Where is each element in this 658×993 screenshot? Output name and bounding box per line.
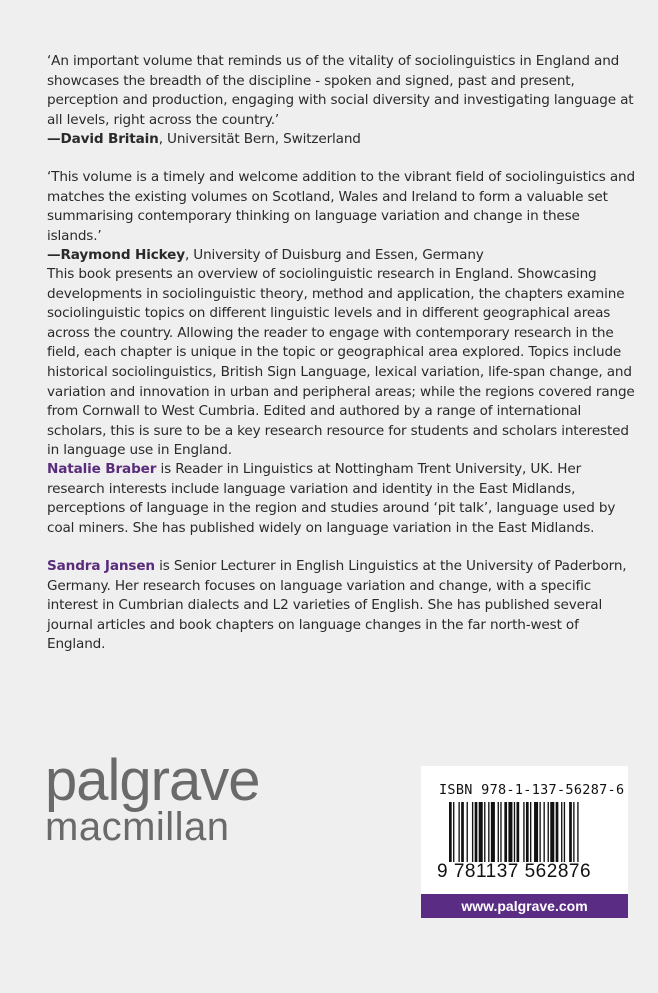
- barcode-bar: [504, 802, 507, 862]
- barcode-bar: [472, 802, 473, 862]
- barcode-digits: 9 781137 562876: [437, 861, 592, 882]
- description-text: This book presents an overview of sociolinguistic research in England. Showcasing developments in sociolinguistic theory, method and application, the chapters examine sociolinguistic topics on different linguistic levels and in different geographical areas across the country. Allowing the reader to engage with contemporary research in the field, each chapter is unique in the topic or geographical area explored. Topics include historical sociolinguistics, British Sign Language, lexical variation, life-span change, and variation and innovation in urban and peripheral areas; while the regions covered range from Cornwall to West Cumbria. Edited and authored by a range of international scholars, this is sure to be a key research resource for students and scholars interested in language use in England.: [47, 266, 635, 459]
- bio-text: is Reader in Linguistics at Nottingham Trent University, UK. Her research interests include language variation and identity in the East Midlands, perceptions of language in the region and studies around ‘pit talk’, language used by coal miners. She has published widely on language variation in the East Midlands.: [47, 461, 616, 536]
- bio-paragraph: [47, 557, 637, 655]
- endorser-affiliation: , Universität Bern, Switzerland: [158, 131, 361, 148]
- endorsement-attribution: [47, 130, 637, 150]
- barcode-bar: [475, 802, 478, 862]
- endorsement-quote: ‘This volume is a timely and welcome addition to the vibrant field of sociolinguistics and matches the existing volumes on Scotland, Wales and Ireland to form a valuable set summarising contemporary thinking on language variation and change in these islands.’: [47, 169, 635, 244]
- author-name: Natalie Braber: [47, 461, 157, 477]
- barcode-bar: [577, 802, 578, 862]
- logo-line-palgrave: palgrave: [45, 748, 260, 813]
- attribution-dash: —: [47, 247, 61, 264]
- barcode-bar: [491, 802, 495, 862]
- endorser-affiliation: , University of Duisburg and Essen, Germany: [184, 247, 484, 264]
- barcode-bar: [561, 802, 562, 862]
- barcode-bar: [569, 802, 572, 862]
- publisher-url: www.palgrave.com: [421, 894, 628, 918]
- barcode-bar: [530, 802, 531, 862]
- barcode-bar: [488, 802, 489, 862]
- barcode-bar: [523, 802, 524, 862]
- barcode-bar: [498, 802, 499, 862]
- barcode-bar: [453, 802, 454, 862]
- author-bio-1: [47, 460, 637, 538]
- barcode-bar: [517, 802, 520, 862]
- author-bio-2: [47, 557, 637, 655]
- bio-text: is Senior Lecturer in English Linguistics at the University of Paderborn, Germany. Her research focuses on language variation and change, with a specific interest in Cumbrian dialects and L2 varieties of English. She has published several journal articles and book chapters on language changes in the far north-west of England.: [47, 558, 627, 653]
- barcode-bars: [449, 802, 619, 862]
- barcode-bar: [544, 802, 545, 862]
- book-description: [47, 265, 637, 461]
- barcode-bar: [534, 802, 538, 862]
- barcode-bar: [548, 802, 549, 862]
- barcode-bar: [550, 802, 554, 862]
- barcode-bar: [564, 802, 565, 862]
- barcode-bar: [526, 802, 529, 862]
- barcode-bar: [573, 802, 574, 862]
- endorsement-quote: ‘An important volume that reminds us of the vitality of sociolinguistics in England and showcases the breadth of the discipline - spoken and signed, past and present, perception and production, engaging with social diversity and investigating language at all levels, right across the country.’: [47, 53, 634, 128]
- barcode-bar: [449, 802, 452, 862]
- isbn-label: ISBN 978-1-137-56287-6: [439, 782, 625, 798]
- publisher-logo: [45, 748, 260, 849]
- endorser-name: David Britain: [60, 131, 159, 148]
- barcode-bar: [508, 802, 512, 862]
- barcode-bar: [500, 802, 501, 862]
- endorser-name: Raymond Hickey: [60, 247, 185, 264]
- barcode-bar: [467, 802, 468, 862]
- attribution-dash: —: [47, 131, 61, 148]
- barcode-bar: [556, 802, 559, 862]
- endorsement-attribution: [47, 246, 637, 266]
- barcode-bar: [461, 802, 464, 862]
- logo-line-macmillan: macmillan: [45, 805, 230, 849]
- barcode-bar: [458, 802, 459, 862]
- barcode-panel: [421, 766, 628, 894]
- endorsement-1: [47, 52, 637, 150]
- bio-paragraph: [47, 460, 637, 538]
- endorsement-2: [47, 168, 637, 266]
- barcode-bar: [479, 802, 483, 862]
- barcode-bar: [539, 802, 540, 862]
- barcode-bar: [484, 802, 485, 862]
- author-name: Sandra Jansen: [47, 558, 155, 574]
- barcode-bar: [514, 802, 515, 862]
